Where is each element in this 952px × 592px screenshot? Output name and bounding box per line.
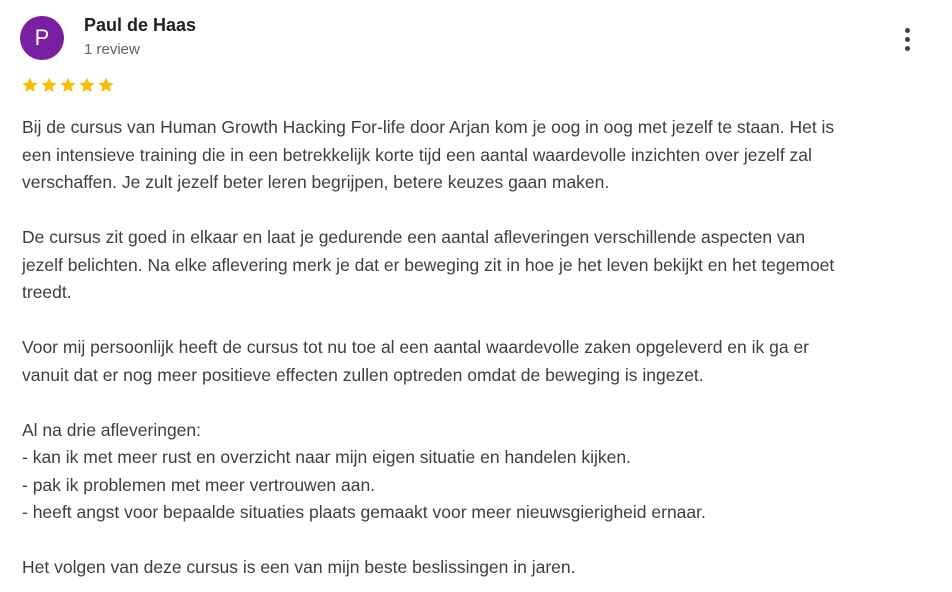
star-icon (21, 76, 39, 96)
star-rating (21, 76, 115, 96)
review-line: - pak ik problemen met meer vertrouwen aan. (22, 474, 376, 495)
paragraph-spacer (22, 307, 932, 335)
review-line: - kan ik met meer rust en overzicht naar mijn eigen situatie en handelen kijken. (22, 447, 631, 467)
review-line: treedt. (22, 282, 72, 302)
more-vert-icon (905, 28, 910, 33)
review-line: De cursus zit goed in elkaar en laat je gedurende een aantal afleveringen verschillende aspecten van (22, 227, 806, 247)
review-text (22, 114, 932, 582)
more-vert-icon-dot (905, 37, 910, 42)
avatar[interactable]: P (20, 16, 64, 60)
star-icon (40, 76, 58, 96)
paragraph-spacer (22, 389, 932, 417)
review-line: Voor mij persoonlijk heeft de cursus tot nu toe al een aantal waardevolle zaken opgeleverd en ik ga er (22, 337, 810, 357)
author-name[interactable]: Paul de Haas (84, 15, 197, 35)
star-icon (97, 76, 115, 96)
star-icon (59, 76, 77, 96)
review-line: verschaffen. Je zult jezelf beter leren begrijpen, betere keuzes gaan maken. (22, 172, 610, 192)
paragraph-spacer (22, 527, 932, 555)
author-review-count: 1 review (84, 41, 140, 58)
review-line: vanuit dat er nog meer positieve effecten zullen optreden omdat de beweging is ingezet. (22, 364, 704, 385)
review-line: Het volgen van deze cursus is een van mijn beste beslissingen in jaren. (22, 557, 576, 577)
review-line: Al na drie afleveringen: (22, 419, 201, 440)
review-line: - heeft angst voor bepaalde situaties plaats gemaakt voor meer nieuwsgierigheid ernaar. (22, 502, 706, 522)
star-icon (78, 76, 96, 96)
review-line: jezelf belichten. Na elke aflevering merk je dat er beweging zit in hoe je het leven bekijkt en het tegemoet (22, 254, 835, 275)
more-vert-icon-dot (905, 46, 910, 51)
review-line: een intensieve training die in een betrekkelijk korte tijd een aantal waardevolle inzichten over jezelf zal (22, 144, 812, 165)
review-line: Bij de cursus van Human Growth Hacking For-life door Arjan kom je oog in oog met jezelf te staan. Het is (22, 117, 835, 137)
paragraph-spacer (22, 197, 932, 225)
more-options-button[interactable] (894, 24, 920, 54)
